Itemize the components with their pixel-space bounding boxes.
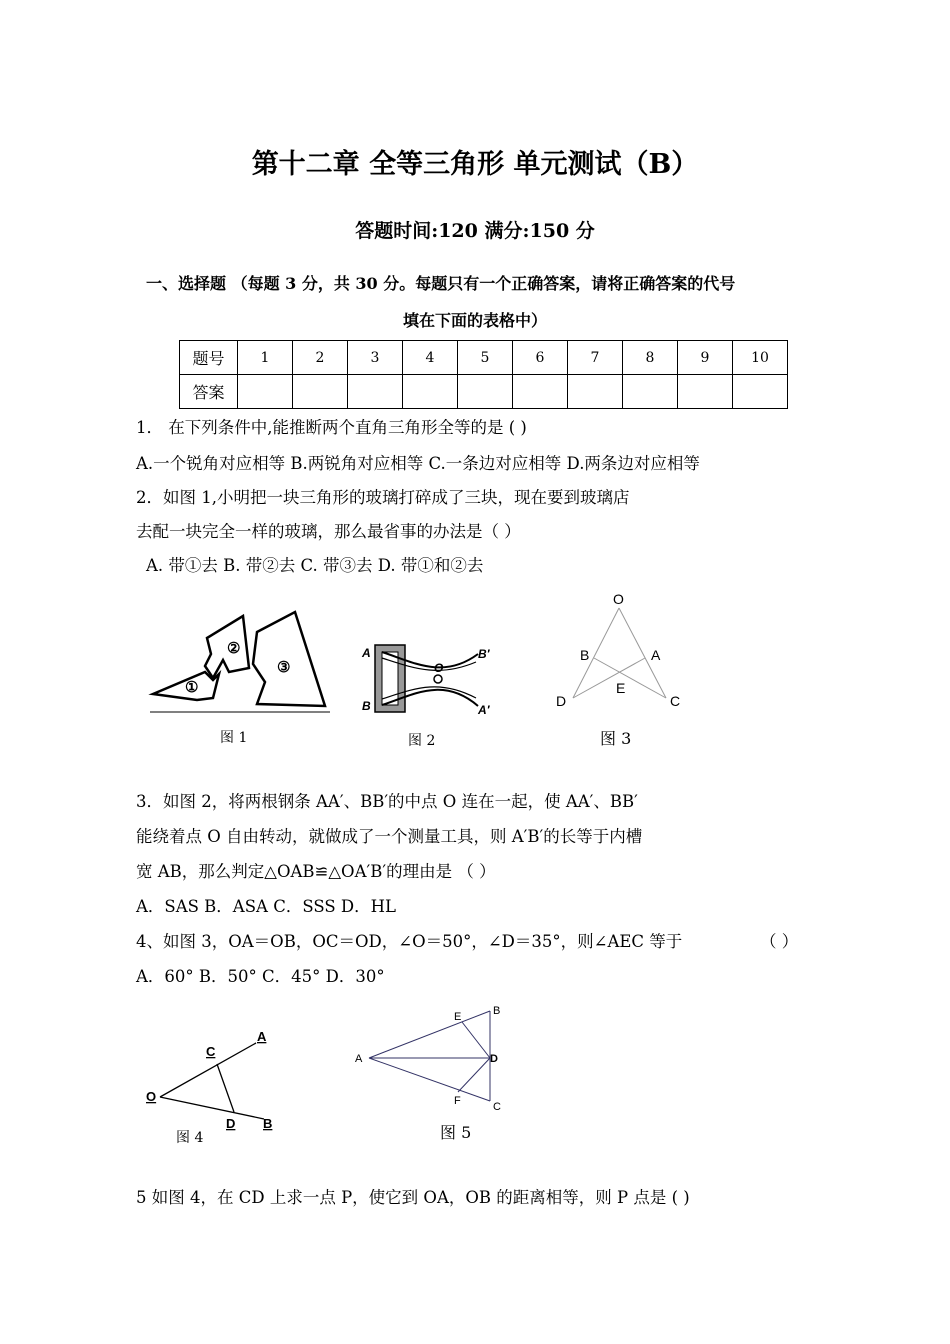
point-A-label: A bbox=[651, 647, 661, 663]
figure-5-caption: 图 5 bbox=[440, 1123, 472, 1142]
answer-table-number: 6 bbox=[513, 341, 568, 375]
answer-cell[interactable] bbox=[458, 375, 513, 409]
answer-cell[interactable] bbox=[513, 375, 568, 409]
figure-2-caption: 图 2 bbox=[408, 733, 436, 749]
section-heading-line1: 一、选择题 （每题 3 分，共 30 分。每题只有一个正确答案，请将正确答案的代号 bbox=[146, 274, 736, 293]
answer-cell[interactable] bbox=[623, 375, 678, 409]
answer-table-answer-row bbox=[180, 375, 788, 409]
answer-table-header-row bbox=[180, 341, 788, 375]
answer-table-row-label: 题号 bbox=[180, 341, 238, 375]
answer-cell[interactable] bbox=[238, 375, 293, 409]
point-C-label: C bbox=[493, 1101, 501, 1113]
figure-1-caption: 图 1 bbox=[220, 730, 248, 746]
point-B-label: B bbox=[263, 1116, 273, 1131]
answer-cell[interactable] bbox=[568, 375, 623, 409]
point-E-label: E bbox=[616, 680, 626, 696]
answer-cell[interactable] bbox=[293, 375, 348, 409]
point-B-label: B bbox=[362, 699, 371, 713]
point-O-label: O bbox=[146, 1089, 157, 1104]
question-3-options: A．SAS B．ASA C．SSS D．HL bbox=[136, 897, 396, 916]
answer-table-number: 3 bbox=[348, 341, 403, 375]
figure-4-caption: 图 4 bbox=[176, 1130, 204, 1146]
piece-3-label: ③ bbox=[277, 659, 291, 676]
question-4-answer-paren: （ ） bbox=[760, 932, 799, 951]
answer-table-number: 2 bbox=[293, 341, 348, 375]
piece-1-label: ① bbox=[185, 679, 199, 696]
point-B-label: B bbox=[580, 647, 590, 663]
answer-table-number: 8 bbox=[623, 341, 678, 375]
question-3-line1: 3．如图 2，将两根钢条 AA′、BB′的中点 O 连在一起，使 AA′、BB′ bbox=[136, 792, 638, 811]
point-O-label: O bbox=[613, 591, 624, 607]
question-4-options: A．60° B．50° C．45° D．30° bbox=[136, 967, 385, 986]
point-O-label: O bbox=[434, 661, 444, 675]
question-2-options: A. 带①去 B. 带②去 C. 带③去 D. 带①和②去 bbox=[146, 556, 484, 575]
figure-4-angle bbox=[140, 1025, 280, 1135]
point-F-label: F bbox=[454, 1095, 461, 1107]
question-4-stem: 4、如图 3，OA＝OB，OC＝OD，∠O＝50°，∠D＝35°，则∠AEC 等于 bbox=[136, 932, 683, 951]
point-D-label: D bbox=[490, 1053, 498, 1065]
answer-cell[interactable] bbox=[348, 375, 403, 409]
question-2-line2: 去配一块完全一样的玻璃，那么最省事的办法是（ ） bbox=[136, 522, 521, 541]
answer-table-number: 7 bbox=[568, 341, 623, 375]
figure-5-triangle bbox=[350, 1000, 510, 1120]
answer-table-number: 9 bbox=[678, 341, 733, 375]
point-D-label: D bbox=[226, 1116, 236, 1131]
answer-cell[interactable] bbox=[733, 375, 788, 409]
answer-cell[interactable] bbox=[403, 375, 458, 409]
point-A-label: A bbox=[355, 1053, 363, 1065]
page-title: 第十二章 全等三角形 单元测试（B） bbox=[251, 149, 699, 180]
figure-3-triangles bbox=[550, 588, 690, 712]
figure-1-broken-glass bbox=[145, 608, 335, 718]
point-B-label: B bbox=[493, 1005, 501, 1017]
figure-2-measuring-tool bbox=[358, 640, 508, 720]
question-5-stem: 5 如图 4，在 CD 上求一点 P，使它到 OA，OB 的距离相等，则 P 点是 ( ) bbox=[136, 1188, 690, 1207]
question-3-line3: 宽 AB，那么判定△OAB≌△OA′B′的理由是 （ ） bbox=[136, 862, 496, 881]
point-Aprime-label: A′ bbox=[478, 703, 490, 717]
point-A-label: A bbox=[257, 1029, 267, 1044]
point-D-label: D bbox=[556, 693, 567, 709]
exam-info: 答题时间:120 满分:150 分 bbox=[355, 220, 595, 242]
answer-cell[interactable] bbox=[678, 375, 733, 409]
point-A-label: A bbox=[362, 646, 371, 660]
question-1-options: A.一个锐角对应相等 B.两锐角对应相等 C.一条边对应相等 D.两条边对应相等 bbox=[136, 454, 700, 473]
piece-2-label: ② bbox=[227, 640, 241, 657]
question-2-line1: 2．如图 1,小明把一块三角形的玻璃打碎成了三块，现在要到玻璃店 bbox=[136, 488, 630, 507]
point-E-label: E bbox=[454, 1011, 462, 1023]
answer-table-number: 4 bbox=[403, 341, 458, 375]
point-C-label: C bbox=[206, 1044, 216, 1059]
figure-3-caption: 图 3 bbox=[600, 729, 632, 748]
answer-table-row-label: 答案 bbox=[180, 375, 238, 409]
question-1-stem: 1． 在下列条件中,能推断两个直角三角形全等的是 ( ) bbox=[136, 418, 527, 437]
section-heading-line2: 填在下面的表格中） bbox=[402, 311, 547, 330]
point-C-label: C bbox=[670, 693, 681, 709]
answer-table-number: 5 bbox=[458, 341, 513, 375]
answer-table bbox=[179, 340, 788, 409]
point-Bprime-label: B′ bbox=[478, 647, 490, 661]
answer-table-number: 1 bbox=[238, 341, 293, 375]
answer-table-number: 10 bbox=[733, 341, 788, 375]
question-3-line2: 能绕着点 O 自由转动，就做成了一个测量工具，则 A′B′的长等于内槽 bbox=[136, 827, 643, 846]
